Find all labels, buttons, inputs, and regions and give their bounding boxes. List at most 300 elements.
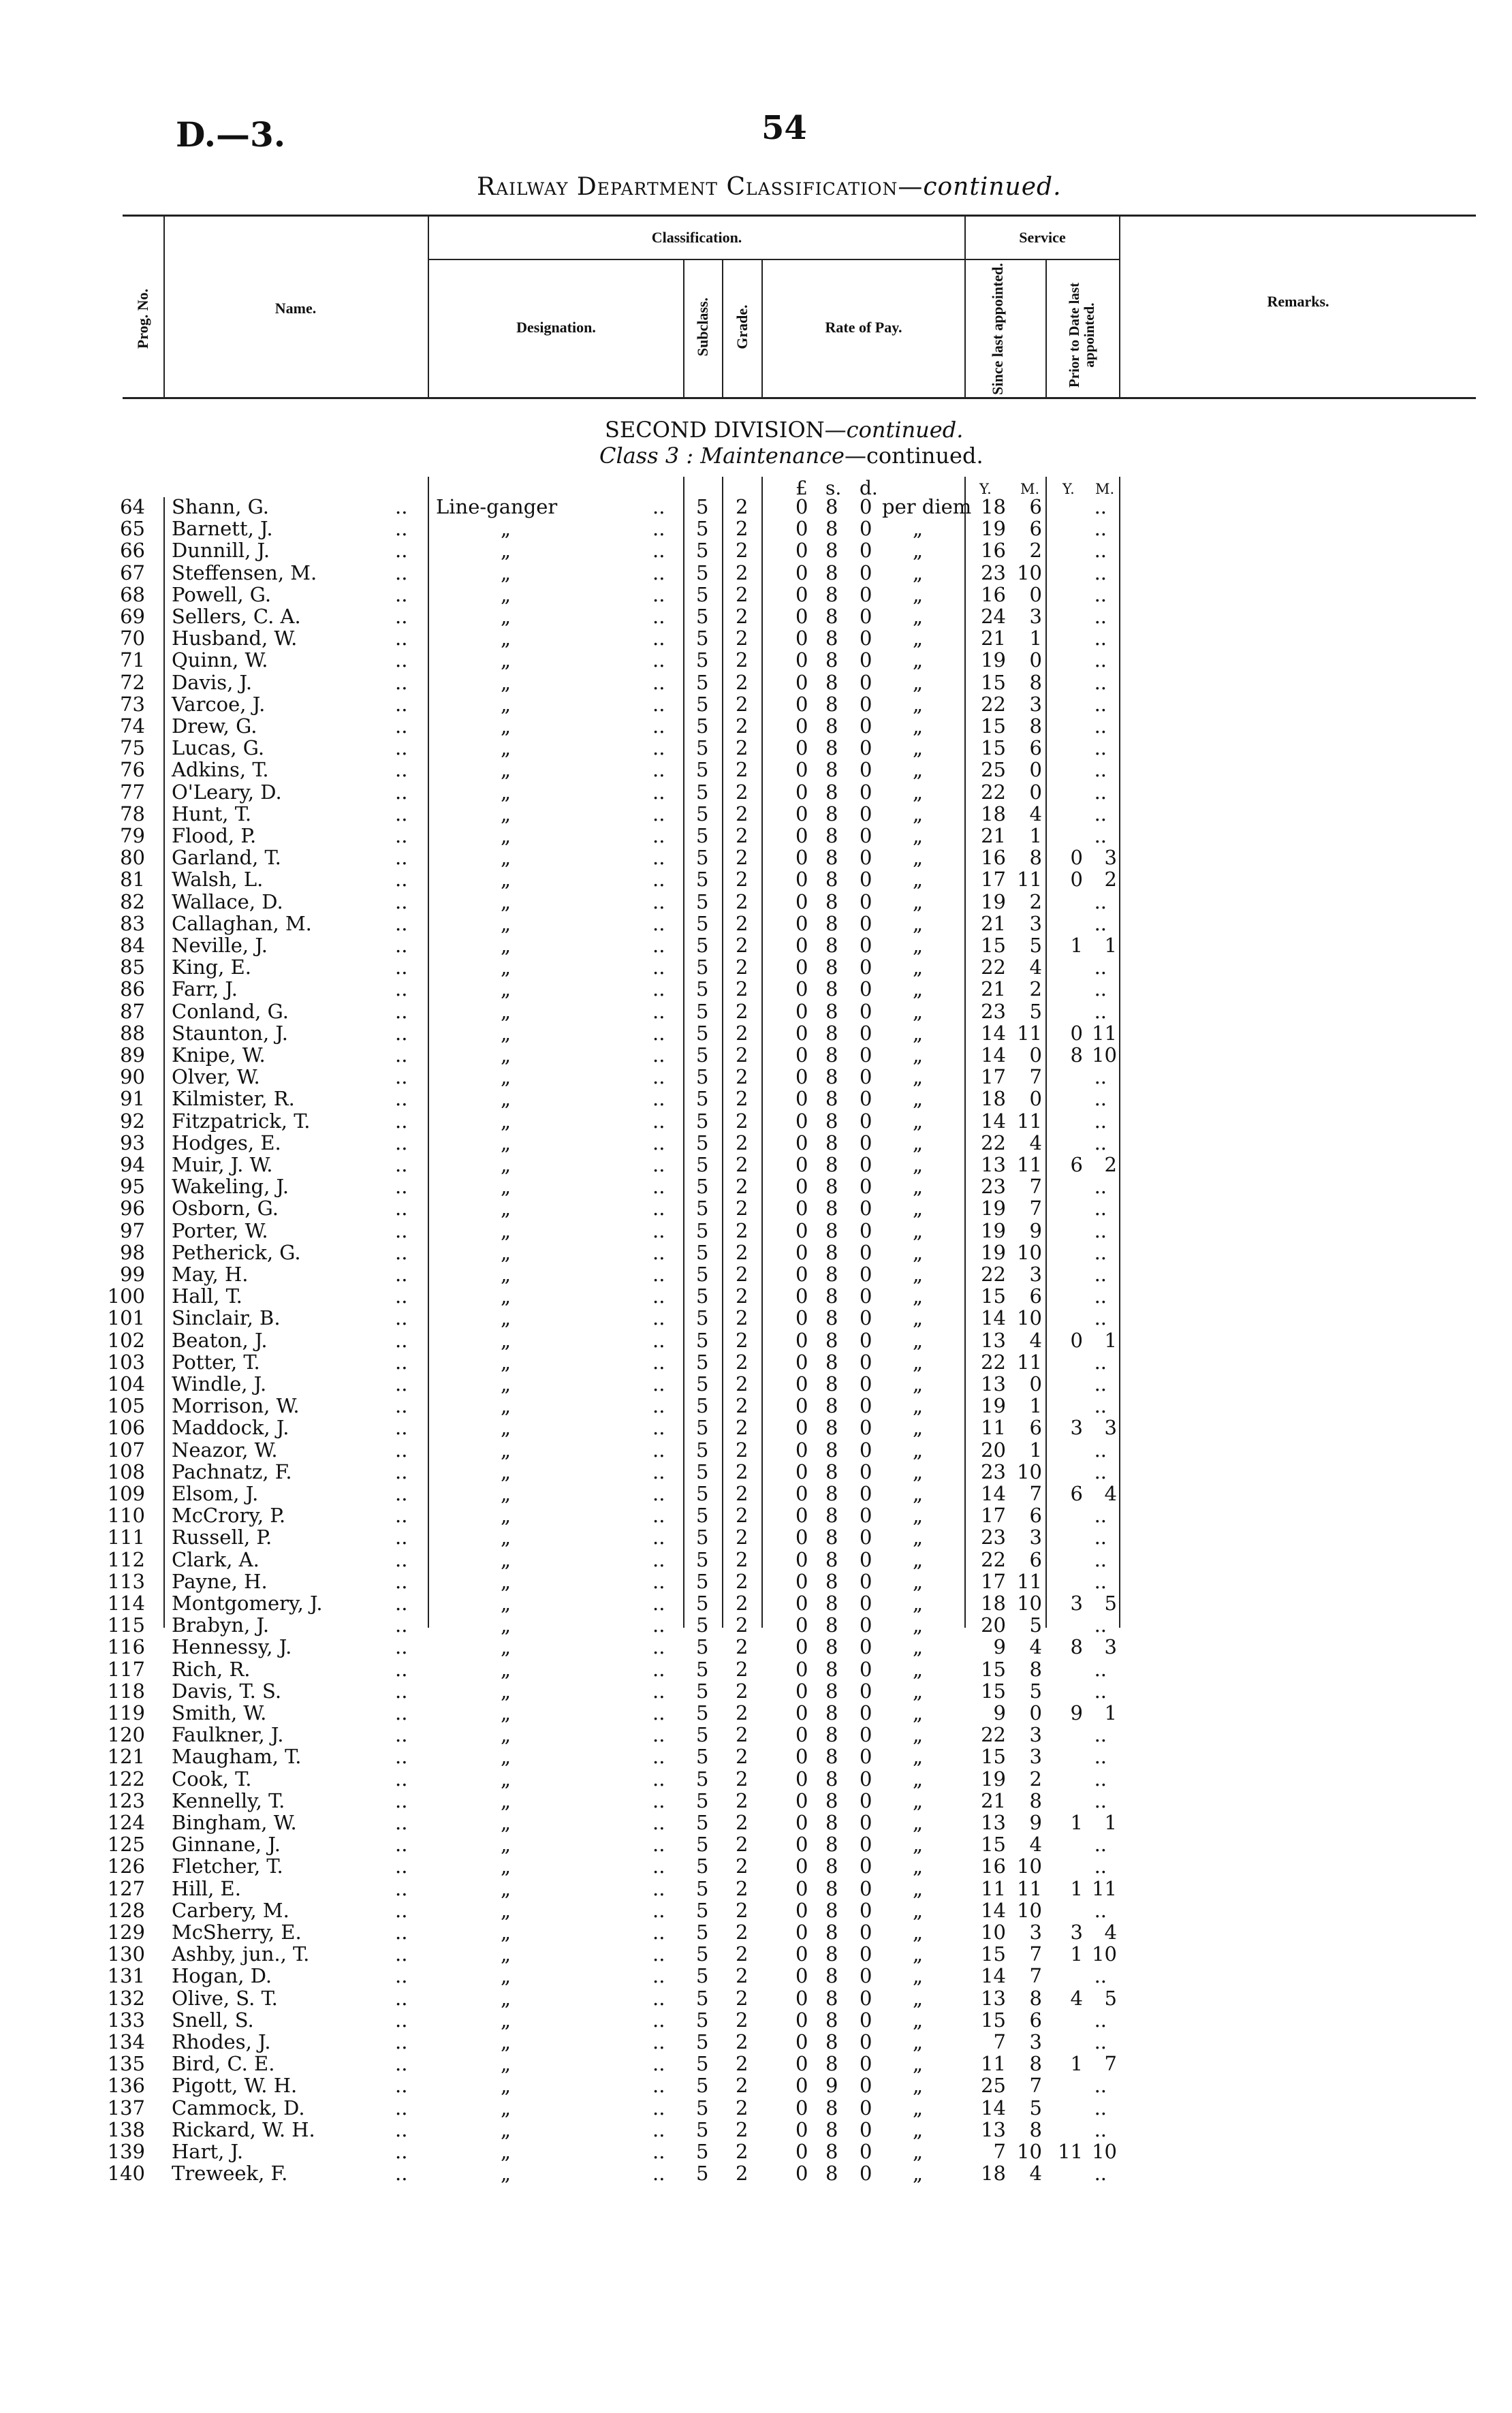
designation-cell: „ [501,1460,511,1483]
prog-no-cell: 122 [107,1767,145,1791]
designation-cell: „ [501,1569,511,1593]
prog-no-cell: 106 [107,1416,145,1440]
table-row [0,868,1512,890]
grade-cell: 2 [736,1526,749,1549]
grade-cell: 2 [736,758,749,782]
grade-cell: 2 [736,1635,749,1659]
shillings-cell: 8 [825,627,838,650]
designation-cell: „ [501,977,511,1001]
prior-months-cell: 5 [1104,1986,1117,2010]
since-years-cell: 14 [981,2096,1006,2119]
name-cell: Elsom, J. [172,1482,259,1505]
table-row [0,1833,1512,1855]
leader-dots: .. [652,1833,665,1857]
designation-cell: „ [501,1328,511,1352]
table-row [0,934,1512,956]
since-months-cell: 3 [1029,605,1042,628]
since-years-cell: 16 [981,539,1006,563]
table-row [0,1044,1512,1066]
designation-cell: „ [501,2030,511,2053]
pounds-cell: 0 [796,824,808,847]
pounds-cell: 0 [796,1898,808,1922]
since-years-cell: 22 [981,692,1006,716]
shillings-cell: 8 [825,956,838,979]
leader-dots: .. [395,780,408,804]
subclass-cell: 5 [696,1569,709,1593]
per-diem-cell: „ [913,1569,924,1593]
prior-months-cell: 10 [1092,1942,1117,1966]
leader-dots: .. [652,670,665,694]
prior-months-cell: .. [1094,1613,1107,1637]
name-cell: Adkins, T. [172,758,269,782]
pounds-cell: 0 [796,627,808,650]
leader-dots: .. [652,1679,665,1703]
subclass-cell: 5 [696,2162,709,2186]
name-cell: Rickard, W. H. [172,2117,315,2141]
name-cell: Fitzpatrick, T. [172,1109,311,1133]
unit-since-months: M. [1020,481,1040,497]
subclass-cell: 5 [696,2052,709,2076]
prior-months-cell: .. [1094,1109,1107,1133]
table-row [0,1658,1512,1680]
name-cell: Callaghan, M. [172,911,312,935]
since-years-cell: 15 [981,934,1006,957]
since-years-cell: 15 [981,2008,1006,2032]
leader-dots: .. [395,2117,408,2141]
pence-cell: 0 [860,1767,872,1791]
pence-cell: 0 [860,1942,872,1966]
table-row [0,1636,1512,1658]
page-number: 54 [761,109,807,147]
leader-dots: .. [652,495,665,518]
per-diem-cell: „ [913,605,924,628]
pounds-cell: 0 [796,736,808,760]
prog-no-cell: 103 [107,1350,145,1374]
leader-dots: .. [652,1855,665,1878]
prior-months-cell: .. [1094,1284,1107,1308]
since-years-cell: 25 [981,2074,1006,2098]
pence-cell: 0 [860,2096,872,2119]
pence-cell: 0 [860,1197,872,1220]
leader-dots: .. [395,1788,408,1812]
grade-cell: 2 [736,1240,749,1264]
prior-months-cell: .. [1094,1394,1107,1418]
header-service: Service [1019,229,1066,246]
prog-no-cell: 91 [120,1087,145,1111]
since-years-cell: 13 [981,1811,1006,1834]
shillings-cell: 8 [825,2140,838,2163]
table-row [0,1899,1512,1921]
per-diem-cell: „ [913,539,924,563]
per-diem-cell: „ [913,1416,924,1440]
designation-cell: „ [501,1898,511,1922]
leader-dots: .. [395,1811,408,1834]
designation-cell: „ [501,1065,511,1089]
pounds-cell: 0 [796,561,808,584]
leader-dots: .. [652,1767,665,1791]
subclass-cell: 5 [696,1197,709,1220]
prior-years-cell: 3 [1070,1921,1083,1944]
since-months-cell: 6 [1029,1547,1042,1571]
since-months-cell: 10 [1017,561,1042,584]
table-row [0,2075,1512,2096]
pounds-cell: 0 [796,911,808,935]
name-cell: Maugham, T. [172,1745,302,1769]
pence-cell: 0 [860,868,872,892]
pounds-cell: 0 [796,846,808,870]
leader-dots: .. [652,889,665,913]
name-cell: Shann, G. [172,495,269,518]
pounds-cell: 0 [796,1153,808,1176]
pounds-cell: 0 [796,1592,808,1615]
grade-cell: 2 [736,517,749,541]
name-cell: Wakeling, J. [172,1175,289,1199]
leader-dots: .. [652,1043,665,1067]
prior-months-cell: 1 [1104,1328,1117,1352]
per-diem-cell: „ [913,1438,924,1462]
grade-cell: 2 [736,1284,749,1308]
name-cell: Smith, W. [172,1701,267,1724]
pounds-cell: 0 [796,2140,808,2163]
per-diem-cell: „ [913,802,924,825]
prior-months-cell: .. [1094,1175,1107,1199]
grade-cell: 2 [736,1372,749,1395]
per-diem-cell: „ [913,1855,924,1878]
prior-years-cell: 0 [1070,846,1083,870]
leader-dots: .. [652,1218,665,1242]
table-row [0,1921,1512,1943]
grade-cell: 2 [736,911,749,935]
per-diem-cell: „ [913,1197,924,1220]
header-since-last-appointed: Since last appointed. [989,263,1006,395]
since-months-cell: 8 [1029,846,1042,870]
prog-no-cell: 116 [107,1635,145,1659]
leader-dots: .. [652,1197,665,1220]
since-years-cell: 15 [981,1679,1006,1703]
since-years-cell: 16 [981,846,1006,870]
subclass-cell: 5 [696,714,709,738]
table-row [0,1242,1512,1263]
prior-months-cell: .. [1094,495,1107,518]
name-cell: Pachnatz, F. [172,1460,292,1483]
header-prog-no: Prog. No. [134,288,151,349]
per-diem-cell: „ [913,846,924,870]
prior-months-cell: 4 [1104,1921,1117,1944]
leader-dots: .. [652,1482,665,1505]
since-years-cell: 19 [981,1767,1006,1791]
table-row [0,1504,1512,1526]
name-cell: O'Leary, D. [172,780,282,804]
grade-cell: 2 [736,1811,749,1834]
table-row [0,1220,1512,1242]
prog-no-cell: 110 [107,1504,145,1528]
prog-no-cell: 125 [107,1833,145,1857]
leader-dots: .. [395,692,408,716]
subclass-cell: 5 [696,1767,709,1791]
designation-cell: „ [501,1263,511,1286]
table-row [0,1066,1512,1088]
leader-dots: .. [395,2052,408,2076]
per-diem-cell: „ [913,1043,924,1067]
name-cell: Clark, A. [172,1547,259,1571]
prior-months-cell: .. [1094,802,1107,825]
leader-dots: .. [395,956,408,979]
prior-months-cell: 11 [1092,1876,1117,1900]
prog-no-cell: 69 [120,605,145,628]
prior-months-cell: .. [1094,1855,1107,1878]
prior-months-cell: .. [1094,670,1107,694]
prior-years-cell: 6 [1070,1482,1083,1505]
shillings-cell: 8 [825,1964,838,1988]
subclass-cell: 5 [696,1109,709,1133]
prior-months-cell: .. [1094,1218,1107,1242]
prior-years-cell: 8 [1070,1043,1083,1067]
since-years-cell: 18 [981,1592,1006,1615]
pounds-cell: 0 [796,1372,808,1395]
designation-cell: „ [501,911,511,935]
shillings-cell: 8 [825,2117,838,2141]
leader-dots: .. [395,648,408,672]
pounds-cell: 0 [796,1438,808,1462]
name-cell: Farr, J. [172,977,238,1001]
header-classification: Classification. [651,229,742,246]
pounds-cell: 0 [796,1109,808,1133]
designation-cell: „ [501,692,511,716]
leader-dots: .. [395,1855,408,1878]
prog-no-cell: 129 [107,1921,145,1944]
subclass-cell: 5 [696,1131,709,1154]
name-cell: Faulkner, J. [172,1723,284,1747]
leader-dots: .. [395,495,408,518]
designation-cell: „ [501,846,511,870]
prior-months-cell: 11 [1092,1021,1117,1045]
prior-months-cell: .. [1094,1350,1107,1374]
pounds-cell: 0 [796,670,808,694]
since-years-cell: 18 [981,495,1006,518]
subclass-cell: 5 [696,1986,709,2010]
since-years-cell: 19 [981,889,1006,913]
since-months-cell: 0 [1029,648,1042,672]
since-months-cell: 6 [1029,517,1042,541]
since-years-cell: 15 [981,714,1006,738]
since-years-cell: 14 [981,1482,1006,1505]
prog-no-cell: 135 [107,2052,145,2076]
pence-cell: 0 [860,1964,872,1988]
per-diem-cell: „ [913,1592,924,1615]
prog-no-cell: 72 [120,670,145,694]
since-months-cell: 11 [1017,1569,1042,1593]
shillings-cell: 9 [825,2074,838,2098]
leader-dots: .. [395,999,408,1023]
grade-cell: 2 [736,1394,749,1418]
table-row [0,1395,1512,1417]
leader-dots: .. [395,1240,408,1264]
since-years-cell: 22 [981,1131,1006,1154]
pence-cell: 0 [860,1263,872,1286]
leader-dots: .. [395,1175,408,1199]
grade-cell: 2 [736,2052,749,2076]
designation-cell: „ [501,934,511,957]
name-cell: Treweek, F. [172,2162,288,2186]
prog-no-cell: 67 [120,561,145,584]
leader-dots: .. [395,627,408,650]
subclass-cell: 5 [696,2008,709,2032]
designation-cell: „ [501,1679,511,1703]
designation-cell: „ [501,2008,511,2032]
pence-cell: 0 [860,1504,872,1528]
prior-months-cell: 7 [1104,2052,1117,2076]
shillings-cell: 8 [825,1065,838,1089]
table-row [0,1768,1512,1790]
shillings-cell: 8 [825,1394,838,1418]
prior-months-cell: .. [1094,1788,1107,1812]
name-cell: Knipe, W. [172,1043,266,1067]
grade-cell: 2 [736,2117,749,2141]
grade-cell: 2 [736,1767,749,1791]
grade-cell: 2 [736,1087,749,1111]
since-years-cell: 18 [981,2162,1006,2186]
division-label: SECOND DIVISION— [605,417,847,443]
table-row [0,1965,1512,1987]
subclass-cell: 5 [696,495,709,518]
pounds-cell: 0 [796,956,808,979]
subclass-cell: 5 [696,1306,709,1330]
name-cell: Olver, W. [172,1065,260,1089]
designation-cell: „ [501,1723,511,1747]
leader-dots: .. [395,670,408,694]
prog-no-cell: 64 [120,495,145,518]
leader-dots: .. [395,1526,408,1549]
leader-dots: .. [652,1613,665,1637]
per-diem-cell: per diem [882,495,972,518]
prog-no-cell: 104 [107,1372,145,1395]
since-months-cell: 1 [1029,1394,1042,1418]
grade-cell: 2 [736,1898,749,1922]
leader-dots: .. [395,582,408,606]
pence-cell: 0 [860,999,872,1023]
prior-months-cell: .. [1094,999,1107,1023]
subclass-cell: 5 [696,1833,709,1857]
leader-dots: .. [395,1876,408,1900]
since-months-cell: 2 [1029,539,1042,563]
subclass-cell: 5 [696,956,709,979]
subclass-cell: 5 [696,977,709,1001]
designation-cell: „ [501,582,511,606]
grade-cell: 2 [736,1197,749,1220]
leader-dots: .. [652,1569,665,1593]
since-years-cell: 15 [981,1833,1006,1857]
designation-cell: „ [501,1745,511,1769]
prior-years-cell: 0 [1070,1328,1083,1352]
since-months-cell: 8 [1029,2117,1042,2141]
pounds-cell: 0 [796,1218,808,1242]
table-row [0,1855,1512,1877]
prog-no-cell: 74 [120,714,145,738]
table-row [0,1176,1512,1197]
table-row [0,913,1512,934]
designation-cell: „ [501,1131,511,1154]
pence-cell: 0 [860,627,872,650]
since-months-cell: 3 [1029,1921,1042,1944]
class-title [599,443,983,469]
since-years-cell: 15 [981,1942,1006,1966]
leader-dots: .. [652,1921,665,1944]
leader-dots: .. [395,1745,408,1769]
prior-months-cell: .. [1094,1657,1107,1681]
leader-dots: .. [652,2096,665,2119]
pounds-cell: 0 [796,1635,808,1659]
subclass-cell: 5 [696,889,709,913]
since-months-cell: 5 [1029,2096,1042,2119]
table-row [0,1000,1512,1022]
pence-cell: 0 [860,1701,872,1724]
since-months-cell: 0 [1029,1087,1042,1111]
pence-cell: 0 [860,1745,872,1769]
shillings-cell: 8 [825,1898,838,1922]
unit-pounds: £ [796,477,808,499]
name-cell: Staunton, J. [172,1021,288,1045]
grade-cell: 2 [736,692,749,716]
since-years-cell: 21 [981,911,1006,935]
prior-months-cell: .. [1094,736,1107,760]
leader-dots: .. [395,2162,408,2186]
pounds-cell: 0 [796,1482,808,1505]
since-years-cell: 17 [981,868,1006,892]
name-cell: Payne, H. [172,1569,268,1593]
prior-months-cell: .. [1094,911,1107,935]
grade-cell: 2 [736,868,749,892]
prior-months-cell: .. [1094,582,1107,606]
subclass-cell: 5 [696,1416,709,1440]
name-cell: Russell, P. [172,1526,272,1549]
per-diem-cell: „ [913,2030,924,2053]
shillings-cell: 8 [825,517,838,541]
leader-dots: .. [652,868,665,892]
subclass-cell: 5 [696,1679,709,1703]
leader-dots: .. [395,2096,408,2119]
leader-dots: .. [395,1898,408,1922]
leader-dots: .. [652,1788,665,1812]
since-months-cell: 3 [1029,1723,1042,1747]
leader-dots: .. [652,1986,665,2010]
prog-no-cell: 79 [120,824,145,847]
prior-months-cell: .. [1094,2117,1107,2141]
pounds-cell: 0 [796,692,808,716]
since-years-cell: 22 [981,1263,1006,1286]
col-divider [1045,259,1047,398]
table-row [0,1790,1512,1812]
pence-cell: 0 [860,495,872,518]
shillings-cell: 8 [825,1876,838,1900]
prior-months-cell: .. [1094,517,1107,541]
per-diem-cell: „ [913,714,924,738]
subclass-cell: 5 [696,1811,709,1834]
grade-cell: 2 [736,495,749,518]
prior-months-cell: .. [1094,561,1107,584]
designation-cell: „ [501,1526,511,1549]
pence-cell: 0 [860,561,872,584]
pounds-cell: 0 [796,1306,808,1330]
since-years-cell: 11 [981,1416,1006,1440]
prior-months-cell: .. [1094,1504,1107,1528]
shillings-cell: 8 [825,911,838,935]
subclass-cell: 5 [696,1175,709,1199]
name-cell: McSherry, E. [172,1921,302,1944]
per-diem-cell: „ [913,868,924,892]
shillings-cell: 8 [825,1482,838,1505]
per-diem-cell: „ [913,1482,924,1505]
pounds-cell: 0 [796,605,808,628]
